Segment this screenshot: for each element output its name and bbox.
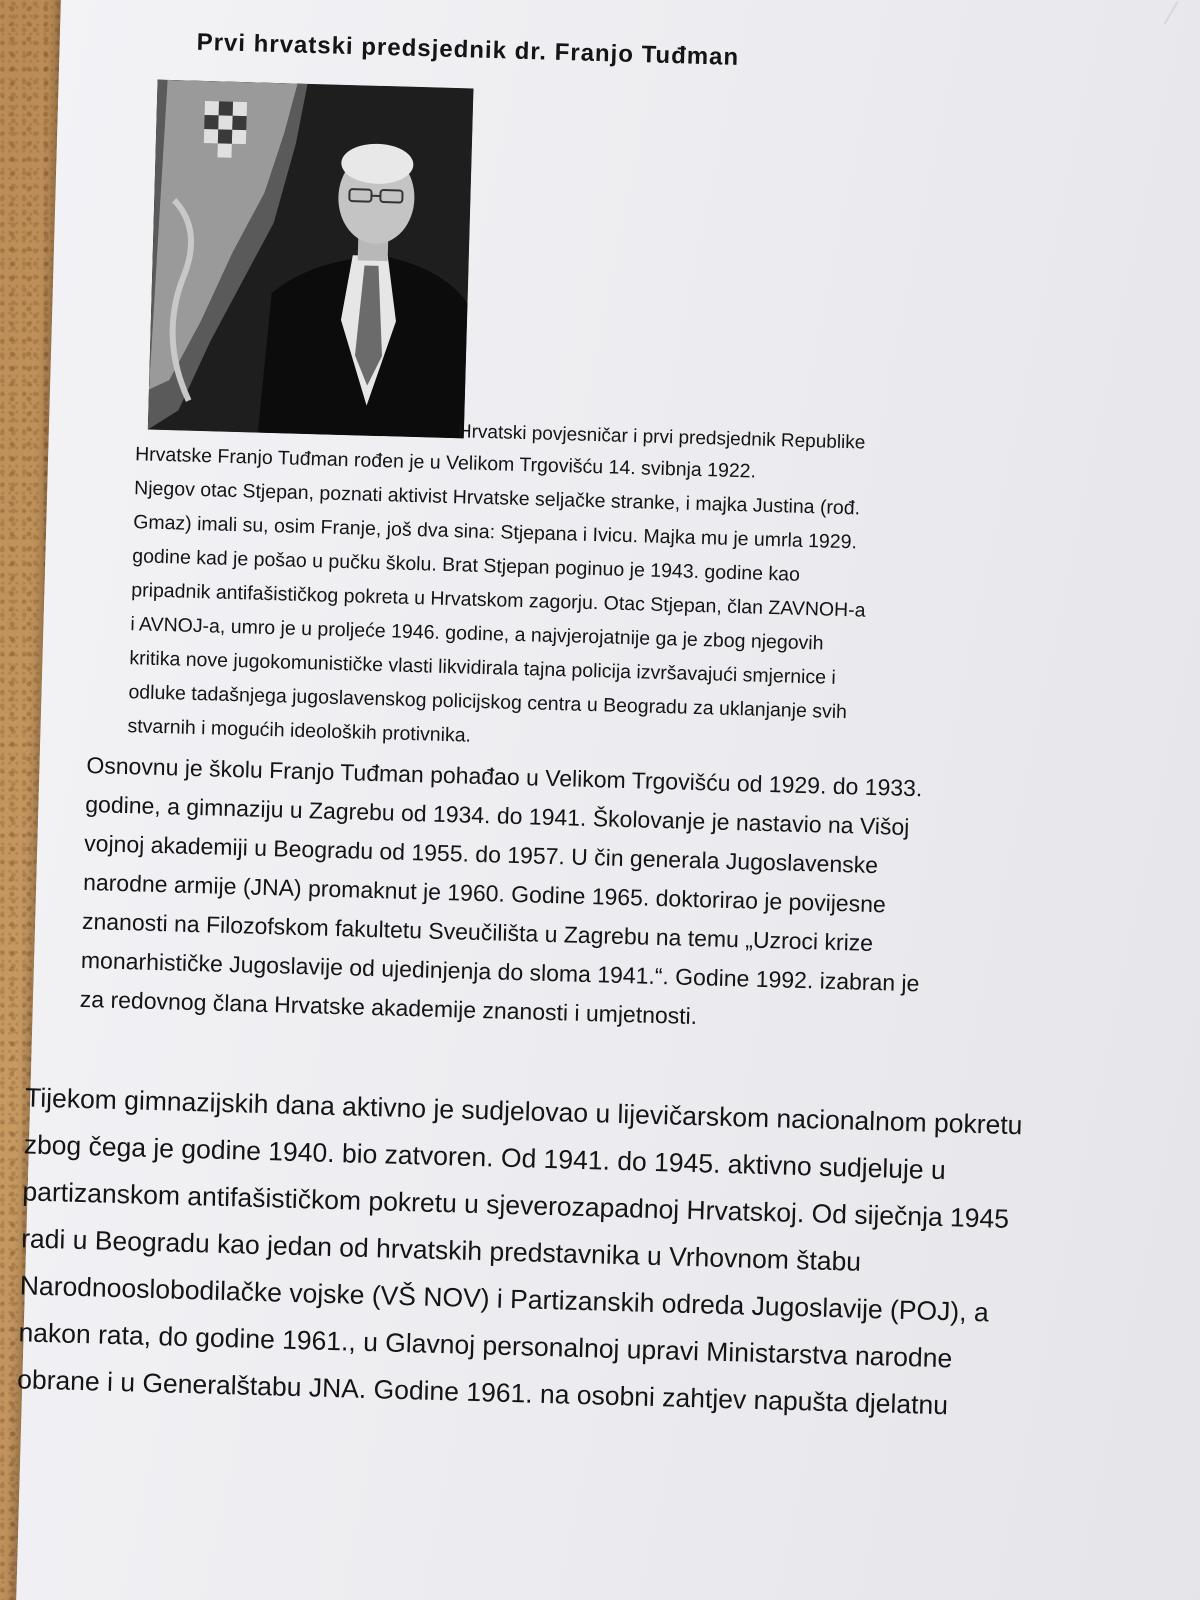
text-line: kritika nove jugokomunističke vlasti likvidirala tajna policija izvršavajući smjernice i bbox=[129, 647, 837, 689]
portrait-photo bbox=[148, 80, 474, 439]
paragraph-3 bbox=[17, 1074, 1023, 1431]
text-line: Hrvatske Franjo Tuđman rođen je u Velikom Trgovišću 14. svibnja 1922. bbox=[134, 443, 757, 483]
text-line: narodne armije (JNA) promaknut je 1960. Godine 1965. doktorirao je povijesne bbox=[82, 868, 887, 918]
text-line: Gmaz) imali su, osim Franje, još dva sina: Stjepana i Ivicu. Majka mu je umrla 1929. bbox=[132, 511, 858, 554]
text-line: stvarnih i mogućih ideoloških protivnika. bbox=[127, 715, 472, 747]
text-line: znanosti na Filozofskom fakultetu Sveučilišta u Zagrebu na temu „Uzroci krize bbox=[81, 907, 874, 956]
text-line: nakon rata, do godine 1961., u Glavnoj personalnoj upravi Ministarstva narodne bbox=[18, 1317, 953, 1374]
text-line: za redovnog člana Hrvatske akademije znanosti i umjetnosti. bbox=[79, 985, 698, 1030]
document-title: Prvi hrvatski predsjednik dr. Franjo Tuđman bbox=[196, 28, 740, 71]
text-line: Narodnooslobodilačke vojske (VŠ NOV) i Partizanskih odreda Jugoslavije (POJ), a bbox=[19, 1270, 990, 1328]
text-line: Tijekom gimnazijskih dana aktivno je sudjelovao u lijevičarskom nacionalnom pokretu bbox=[24, 1082, 1023, 1141]
text-line: obrane i u Generalštabu JNA. Godine 1961. na osobni zahtjev napušta djelatnu bbox=[16, 1364, 949, 1421]
text-line: odluke tadašnjega jugoslavenskog policijskog centra u Beogradu za uklanjanje svih bbox=[128, 681, 848, 724]
text-line: pripadnik antifašističkog pokreta u Hrvatskom zagorju. Otac Stjepan, član ZAVNOH-a bbox=[131, 579, 866, 622]
text-line: Njegov otac Stjepan, poznati aktivist Hrvatske seljačke stranke, i majka Justina (rođ. bbox=[133, 477, 861, 520]
text-line: zbog čega je godine 1940. bio zatvoren. Od 1941. do 1945. aktivno sudjeluje u bbox=[23, 1129, 947, 1186]
text-line: godine kad je pošao u pučku školu. Brat Stjepan poginuo je 1943. godine kao bbox=[131, 545, 801, 586]
text-line: vojnoj akademiji u Beogradu od 1955. do 1957. U čin generala Jugoslavenske bbox=[83, 829, 879, 879]
paragraph-1-first-line: Hrvatski povjesničar i prvi predsjednik Republike bbox=[457, 421, 866, 454]
text-line: monarhističke Jugoslavije od ujedinjenja do sloma 1941.“. Godine 1992. izabran je bbox=[80, 946, 920, 997]
text-line: partizanskom antifašističkom pokretu u sjeverozapadnoj Hrvatskoj. Od siječnja 1945 bbox=[22, 1176, 1010, 1234]
text-line: radi u Beogradu kao jedan od hrvatskih predstavnika u Vrhovnom štabu bbox=[20, 1223, 862, 1277]
text-line: i AVNOJ-a, umro je u proljeće 1946. godine, a najvjerojatnije ga je zbog njegovih bbox=[130, 613, 824, 655]
paragraph-2 bbox=[79, 746, 925, 1042]
text-line: godine, a gimnaziju u Zagrebu od 1934. do 1941. Školovanje je nastavio na Višoj bbox=[84, 790, 910, 840]
paragraph-1 bbox=[127, 437, 870, 763]
text-line: Osnovnu je školu Franjo Tuđman pohađao u Velikom Trgovišću od 1929. do 1933. bbox=[86, 751, 923, 802]
